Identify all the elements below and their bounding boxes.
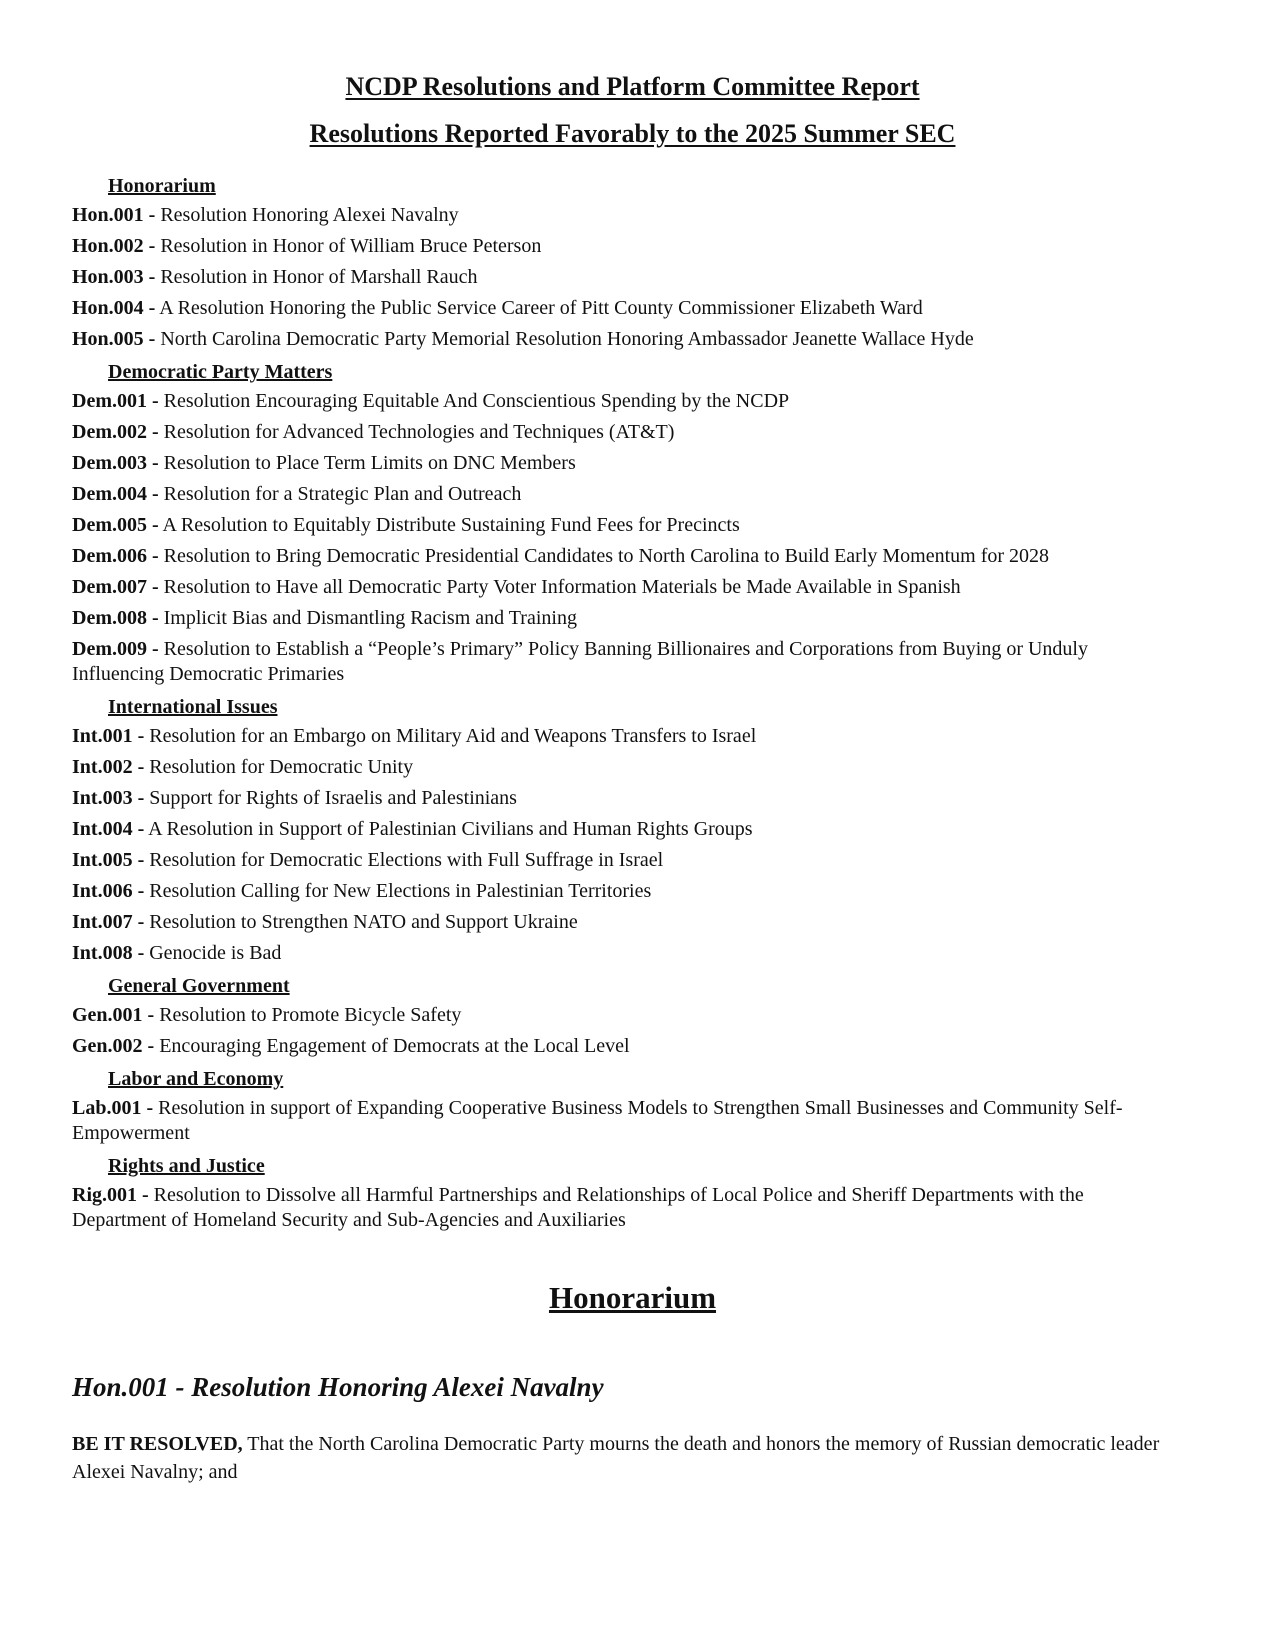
resolution-id: Lab.001 - xyxy=(72,1097,154,1119)
resolution-name: Resolution in Honor of William Bruce Peterson xyxy=(160,235,542,257)
resolution-id: Int.006 - xyxy=(72,880,145,902)
resolution-name: Resolution for Advanced Technologies and Techniques (AT&T) xyxy=(163,421,675,443)
resolution-id: Gen.001 - xyxy=(72,1004,155,1026)
resolution-list-item xyxy=(72,755,1182,780)
resolution-list-item xyxy=(72,482,1182,507)
section-heading: Rights and Justice xyxy=(108,1155,265,1177)
resolution-list-item xyxy=(72,265,1182,290)
resolution-body xyxy=(72,1430,1172,1486)
resolution-id: Dem.001 - xyxy=(72,390,159,412)
resolution-name: Resolution in support of Expanding Cooperative Business Models to Strengthen Small Businesses and Community Self-Empowerment xyxy=(72,1097,1123,1144)
resolution-name: Encouraging Engagement of Democrats at the Local Level xyxy=(159,1035,630,1057)
resolution-id: Int.008 - xyxy=(72,942,145,964)
resolution-id: Hon.005 - xyxy=(72,328,156,350)
resolution-name: Genocide is Bad xyxy=(149,942,282,964)
resolution-name: Resolution Calling for New Elections in Palestinian Territories xyxy=(149,880,652,902)
resolution-id: Dem.007 - xyxy=(72,576,159,598)
resolution-list-item xyxy=(72,606,1182,631)
resolution-name: Resolution to Have all Democratic Party Voter Information Materials be Made Available in Spanish xyxy=(163,576,961,598)
resolution-name: Resolution to Bring Democratic Presidential Candidates to North Carolina to Build Early Momentum for 2028 xyxy=(163,545,1050,567)
resolution-list-item xyxy=(72,1096,1182,1146)
section-heading: Honorarium xyxy=(108,175,216,197)
resolution-list-item xyxy=(72,848,1182,873)
section-heading: General Government xyxy=(108,975,290,997)
resolved-text: That the North Carolina Democratic Party mourns the death and honors the memory of Russian democratic leader Alexei Navalny; and xyxy=(72,1433,1160,1483)
document-title: NCDP Resolutions and Platform Committee Report xyxy=(345,72,920,101)
resolution-list-item xyxy=(72,817,1182,842)
resolution-name: Resolution for a Strategic Plan and Outreach xyxy=(163,483,522,505)
resolution-name: Resolution to Dissolve all Harmful Partnerships and Relationships of Local Police and Sheriff Departments with the Department of Homeland Security and Sub-Agencies and Auxiliaries xyxy=(72,1184,1084,1231)
resolution-name: A Resolution in Support of Palestinian Civilians and Human Rights Groups xyxy=(148,818,753,840)
resolution-list-item xyxy=(72,1183,1182,1233)
resolution-id: Int.001 - xyxy=(72,725,145,747)
resolution-name: A Resolution to Equitably Distribute Sustaining Fund Fees for Precincts xyxy=(162,514,740,536)
resolution-id: Dem.008 - xyxy=(72,607,159,629)
resolution-id: Dem.009 - xyxy=(72,638,159,660)
resolution-id: Int.003 - xyxy=(72,787,145,809)
resolution-name: Resolution to Establish a “People’s Primary” Policy Banning Billionaires and Corporations from Buying or Unduly Influencing Democratic Primaries xyxy=(72,638,1088,685)
resolution-name: Resolution to Strengthen NATO and Support Ukraine xyxy=(149,911,578,933)
resolution-name: Resolution for an Embargo on Military Aid and Weapons Transfers to Israel xyxy=(149,725,757,747)
resolution-name: North Carolina Democratic Party Memorial Resolution Honoring Ambassador Jeanette Wallace Hyde xyxy=(160,328,974,350)
resolution-list-item xyxy=(72,1034,1182,1059)
resolution-list-item xyxy=(72,203,1182,228)
resolution-list-item xyxy=(72,544,1182,569)
resolution-id: Dem.005 - xyxy=(72,514,159,536)
resolution-list-item xyxy=(72,234,1182,259)
resolution-id: Hon.002 - xyxy=(72,235,156,257)
resolution-name: Resolution Honoring Alexei Navalny xyxy=(160,204,459,226)
section-heading: Honorarium xyxy=(548,1280,717,1315)
resolution-name: Implicit Bias and Dismantling Racism and Training xyxy=(163,607,577,629)
resolution-id: Hon.003 - xyxy=(72,266,156,288)
resolution-index xyxy=(72,172,1182,1239)
resolution-list-item xyxy=(72,389,1182,414)
section-heading: Democratic Party Matters xyxy=(108,361,333,383)
resolution-id: Hon.001 - xyxy=(72,204,156,226)
resolution-name: Resolution for Democratic Unity xyxy=(149,756,414,778)
resolution-title: Hon.001 - Resolution Honoring Alexei Navalny xyxy=(72,1372,604,1402)
resolution-list-item xyxy=(72,1003,1182,1028)
section-heading: International Issues xyxy=(108,696,278,718)
resolution-id: Int.007 - xyxy=(72,911,145,933)
resolution-list-item xyxy=(72,296,1182,321)
resolution-id: Gen.002 - xyxy=(72,1035,155,1057)
resolution-list-item xyxy=(72,879,1182,904)
resolution-name: Resolution Encouraging Equitable And Conscientious Spending by the NCDP xyxy=(163,390,790,412)
resolution-list-item xyxy=(72,941,1182,966)
resolution-list-item xyxy=(72,575,1182,600)
resolution-name: Resolution in Honor of Marshall Rauch xyxy=(160,266,478,288)
resolution-id: Dem.004 - xyxy=(72,483,159,505)
resolution-id: Dem.002 - xyxy=(72,421,159,443)
resolution-name: Resolution to Place Term Limits on DNC Members xyxy=(163,452,576,474)
document-subtitle: Resolutions Reported Favorably to the 2025 Summer SEC xyxy=(309,119,956,148)
resolution-id: Hon.004 - xyxy=(72,297,156,319)
resolved-lead: BE IT RESOLVED, xyxy=(72,1433,243,1455)
resolution-id: Int.005 - xyxy=(72,849,145,871)
resolution-id: Dem.006 - xyxy=(72,545,159,567)
resolution-list-item xyxy=(72,637,1182,687)
resolution-name: Support for Rights of Israelis and Palestinians xyxy=(149,787,517,809)
resolution-list-item xyxy=(72,786,1182,811)
resolution-name: A Resolution Honoring the Public Service Career of Pitt County Commissioner Elizabeth Ward xyxy=(159,297,923,319)
resolution-list-item xyxy=(72,451,1182,476)
resolution-name: Resolution for Democratic Elections with Full Suffrage in Israel xyxy=(149,849,664,871)
resolution-list-item xyxy=(72,513,1182,538)
resolution-id: Dem.003 - xyxy=(72,452,159,474)
resolution-list-item xyxy=(72,724,1182,749)
resolution-id: Int.002 - xyxy=(72,756,145,778)
resolution-name: Resolution to Promote Bicycle Safety xyxy=(159,1004,462,1026)
section-heading: Labor and Economy xyxy=(108,1068,284,1090)
resolution-id: Rig.001 - xyxy=(72,1184,149,1206)
resolution-list-item xyxy=(72,327,1182,352)
resolution-list-item xyxy=(72,420,1182,445)
resolution-list-item xyxy=(72,910,1182,935)
resolution-id: Int.004 - xyxy=(72,818,145,840)
